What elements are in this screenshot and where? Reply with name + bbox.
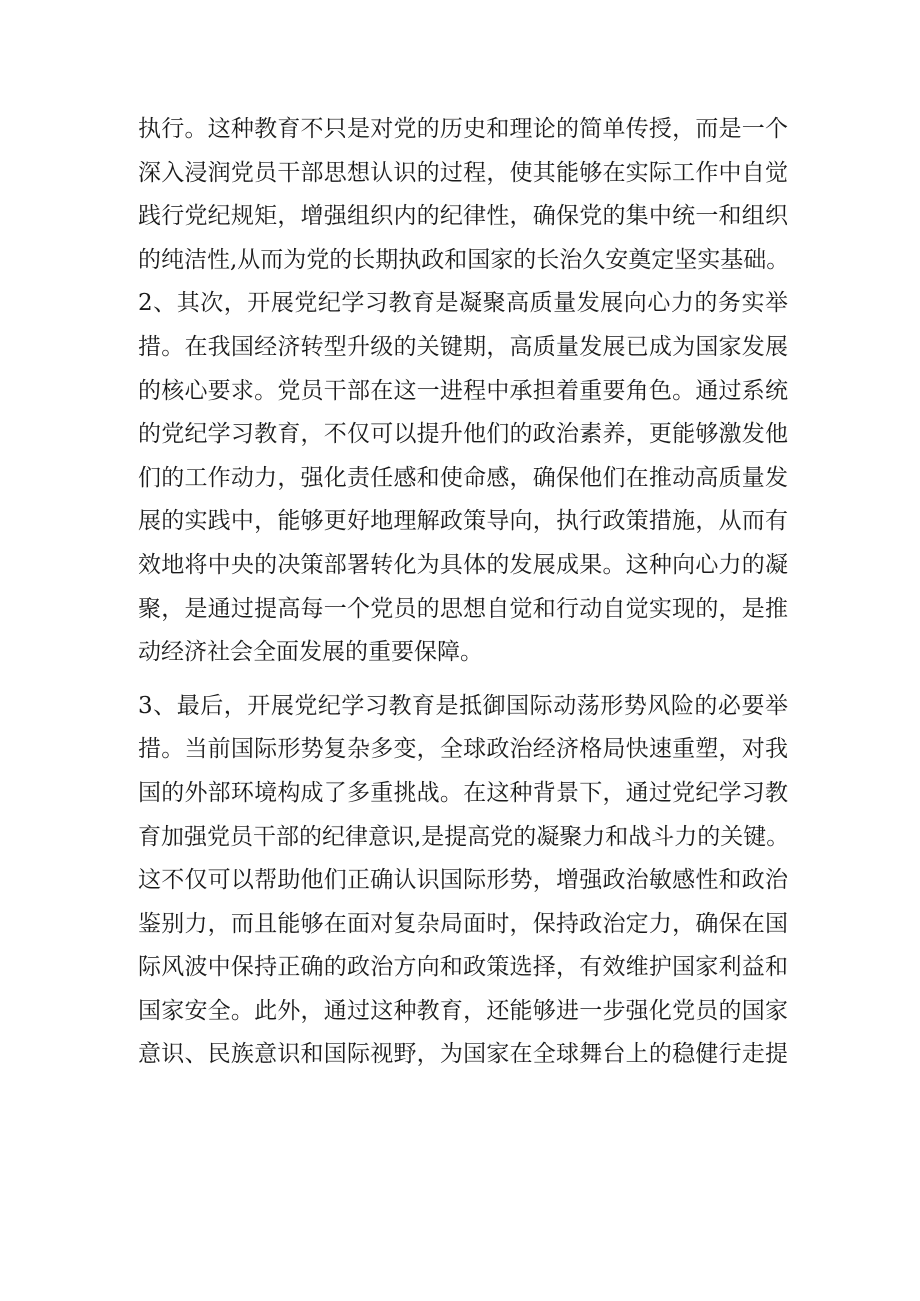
text-line: 聚，是通过提高每一个党员的思想自觉和行动自觉实现的，是推	[138, 595, 788, 622]
text-line: 这不仅可以帮助他们正确认识国际形势，增强政治敏感性和政治	[138, 867, 788, 894]
text-line: 们的工作动力，强化责任感和使命感，确保他们在推动高质量发	[138, 464, 788, 491]
text-line: 措。在我国经济转型升级的关键期，高质量发展已成为国家发展	[138, 333, 788, 360]
text-line: 展的实践中，能够更好地理解政策导向，执行政策措施，从而有	[138, 508, 788, 535]
document-body	[138, 108, 788, 1077]
text-line: 的核心要求。党员干部在这一进程中承担着重要角色。通过系统	[138, 377, 788, 404]
paragraph-gap	[138, 675, 788, 685]
text-line: 国的外部环境构成了多重挑战。在这种背景下，通过党纪学习教	[138, 779, 788, 806]
paragraph-2	[138, 282, 788, 674]
paragraph-continuation	[138, 108, 788, 282]
text-line: 措。当前国际形势复杂多变，全球政治经济格局快速重塑，对我	[138, 736, 788, 763]
text-line: 深入浸润党员干部思想认识的过程，使其能够在实际工作中自觉	[138, 159, 788, 186]
text-line: 育加强党员干部的纪律意识,是提高党的凝聚力和战斗力的关键。	[138, 823, 790, 850]
text-line: 效地将中央的决策部署转化为具体的发展成果。这种向心力的凝	[138, 551, 788, 578]
text-line: 2、其次，开展党纪学习教育是凝聚高质量发展向心力的务实举	[138, 290, 788, 317]
text-line: 3、最后，开展党纪学习教育是抵御国际动荡形势风险的必要举	[138, 692, 788, 719]
text-line: 际风波中保持正确的政治方向和政策选择，有效维护国家利益和	[138, 954, 788, 981]
text-line: 执行。这种教育不只是对党的历史和理论的简单传授，而是一个	[138, 116, 788, 142]
paragraph-3	[138, 685, 788, 1077]
text-line: 的党纪学习教育，不仅可以提升他们的政治素养，更能够激发他	[138, 421, 788, 448]
text-line: 践行党纪规矩，增强组织内的纪律性，确保党的集中统一和组织	[138, 203, 788, 230]
text-line-last: 动经济社会全面发展的重要保障。	[138, 639, 483, 666]
text-line: 的纯洁性,从而为党的长期执政和国家的长治久安奠定坚实基础。	[138, 246, 790, 273]
text-line: 国家安全。此外，通过这种教育，还能够进一步强化党员的国家	[138, 997, 788, 1024]
text-line: 意识、民族意识和国际视野，为国家在全球舞台上的稳健行走提	[138, 1041, 788, 1068]
text-line: 鉴别力，而且能够在面对复杂局面时，保持政治定力，确保在国	[138, 910, 788, 937]
